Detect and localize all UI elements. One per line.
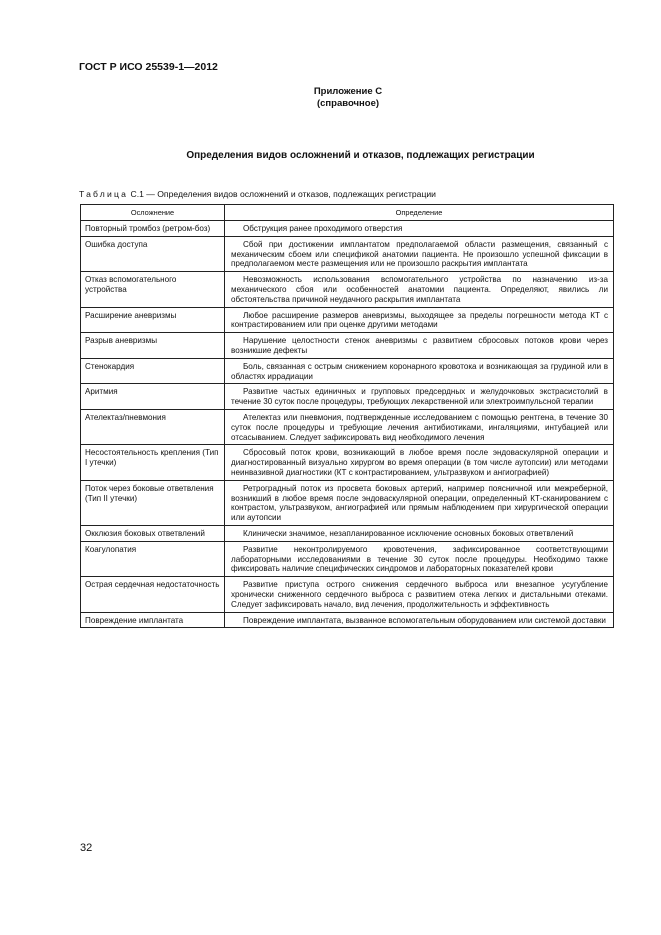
complication-term: Несостоятельность крепления (Тип I утечки) [81, 445, 225, 480]
appendix-title: Приложение С [313, 86, 383, 97]
table-row [81, 541, 614, 576]
complication-definition: Повреждение имплантата, вызванное вспомогательным оборудованием или системой доставки [225, 612, 614, 628]
complication-term: Стенокардия [81, 358, 225, 384]
table-header-row [81, 205, 614, 221]
table-row [81, 480, 614, 525]
complication-definition: Сбой при достижении имплантатом предполагаемой области размещения, связанный с механическим сбоем или спецификой анатомии пациента. Не произошло успешной фиксации в предполагаемом месте размещения или не произошло раскрытия имплантата [225, 236, 614, 271]
complication-definition: Сбросовый поток крови, возникающий в любое время после эндоваскулярной операции и диагностированный визуально хирургом во время операции (в том числе аутопсии) или методами неинвазивной диагностики (КТ с контрастированием, ультразвуком и ангиографией) [225, 445, 614, 480]
table-row [81, 577, 614, 612]
complication-term: Расширение аневризмы [81, 307, 225, 333]
complication-definition: Любое расширение размеров аневризмы, выходящее за пределы погрешности метода КТ с контрастированием или при оценке другими методами [225, 307, 614, 333]
document-code: ГОСТ Р ИСО 25539-1—2012 [79, 61, 218, 73]
complication-definition: Обструкция ранее проходимого отверстия [225, 221, 614, 237]
complication-definition: Невозможность использования вспомогательного устройства по назначению из-за механического сбоя или особенностей анатомии пациента. Определяют, явились ли обстоятельства причиной неудачного раскрытия имплантата [225, 272, 614, 307]
complication-term: Коагулопатия [81, 541, 225, 576]
appendix-type: (справочное) [316, 98, 380, 109]
complication-definition: Развитие неконтролируемого кровотечения, зафиксированное соответствующими лабораторными исследованиями в течение 30 суток после процедуры. Необходимо также фиксировать наличие специфических синдромов и лабораторных показателей крови [225, 541, 614, 576]
table-row [81, 525, 614, 541]
complication-term: Повторный тромбоз (ретром-боз) [81, 221, 225, 237]
column-header-definition: Определение [225, 205, 614, 221]
complication-definition: Боль, связанная с острым снижением коронарного кровотока и возникающая за грудиной или в областях иррадиации [225, 358, 614, 384]
complication-term: Ателектаз/пневмония [81, 409, 225, 444]
table-row [81, 221, 614, 237]
complication-term: Повреждение имплантата [81, 612, 225, 628]
complication-term: Окклюзия боковых ответвлений [81, 525, 225, 541]
complications-table [80, 204, 614, 628]
table-row [81, 236, 614, 271]
complication-term: Ошибка доступа [81, 236, 225, 271]
table-row [81, 358, 614, 384]
complication-definition: Ателектаз или пневмония, подтвержденные исследованием с помощью рентгена, в течение 30 суток после процедуры и требующие лечения антибиотиками, ингаляциями, интубацией или отсасыванием. Следует зафиксировать вид необходимого лечения [225, 409, 614, 444]
table-row [81, 272, 614, 307]
table-row [81, 333, 614, 359]
complication-definition: Нарушение целостности стенок аневризмы с развитием сбросовых потоков крови через возникшие дефекты [225, 333, 614, 359]
table-body [81, 221, 614, 628]
complication-term: Аритмия [81, 384, 225, 410]
table-row [81, 445, 614, 480]
complication-definition: Развитие приступа острого снижения сердечного выброса или внезапное усугубление хронически сниженного сердечного выброса с развитием отека легких и дистальными отеками. Следует зафиксировать начало, вид лечения, продолжительность и эффективность [225, 577, 614, 612]
page-number: 32 [80, 842, 93, 854]
table-caption-prefix: Таблица [79, 189, 129, 199]
section-title: Определения видов осложнений и отказов, подлежащих регистрации [186, 150, 535, 161]
table-caption [79, 189, 436, 199]
table-row [81, 612, 614, 628]
complication-definition: Клинически значимое, незапланированное исключение основных боковых ответвлений [225, 525, 614, 541]
table-caption-text: С.1 — Определения видов осложнений и отказов, подлежащих регистрации [128, 189, 436, 199]
complication-definition: Развитие частых единичных и групповых предсердных и желудочковых экстрасистолий в течение 30 суток после процедуры, требующих лекарственной или электроимпульсной терапии [225, 384, 614, 410]
complication-term: Поток через боковые ответвления (Тип II утечки) [81, 480, 225, 525]
complication-term: Отказ вспомогательного устройства [81, 272, 225, 307]
table-row [81, 384, 614, 410]
appendix-heading [0, 86, 661, 110]
table-row [81, 307, 614, 333]
complication-term: Острая сердечная недостаточность [81, 577, 225, 612]
complication-definition: Ретроградный поток из просвета боковых артерий, например поясничной или межреберной, возникший в любое время после эндоваскулярной операции, определенный КТ-сканированием с контрастом, ультразвуком, ангиографией или прямым наблюдением при хирургической операции или аутопсии [225, 480, 614, 525]
column-header-complication: Осложнение [81, 205, 225, 221]
table-row [81, 409, 614, 444]
complication-term: Разрыв аневризмы [81, 333, 225, 359]
